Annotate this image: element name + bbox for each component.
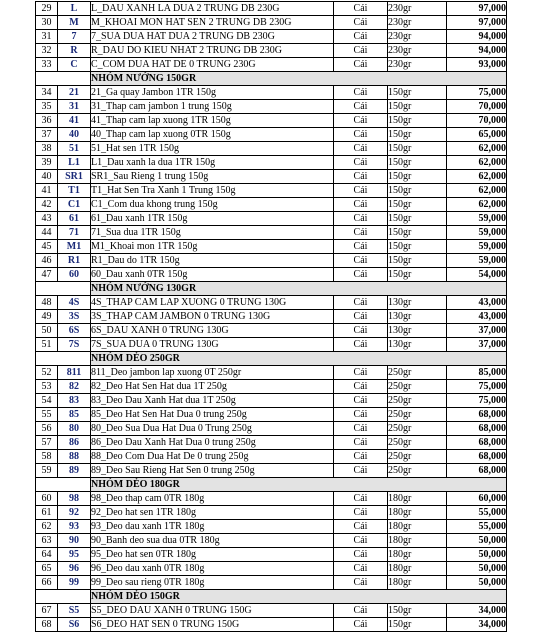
section-blank-cell: [36, 352, 91, 366]
price-cell: 50,000: [447, 548, 507, 562]
weight-cell: 150gr: [388, 226, 447, 240]
product-name-cell: 3S_THAP CAM JAMBON 0 TRUNG 130G: [91, 310, 334, 324]
row-number-cell: 68: [36, 618, 58, 632]
table-row: [36, 366, 507, 380]
price-cell: 34,000: [447, 618, 507, 632]
product-name-cell: 98_Deo thap cam 0TR 180g: [91, 492, 334, 506]
row-number-cell: 42: [36, 198, 58, 212]
unit-cell: Cái: [334, 408, 388, 422]
table-row: [36, 30, 507, 44]
product-name-cell: C1_Com dua khong trung 150g: [91, 198, 334, 212]
price-cell: 68,000: [447, 450, 507, 464]
product-name-cell: M_KHOAI MON HAT SEN 2 TRUNG DB 230G: [91, 16, 334, 30]
table-row: [36, 184, 507, 198]
table-row: [36, 142, 507, 156]
unit-cell: Cái: [334, 100, 388, 114]
weight-cell: 180gr: [388, 520, 447, 534]
product-name-cell: 88_Deo Com Dua Hat De 0 trung 250g: [91, 450, 334, 464]
section-blank-cell: [36, 478, 91, 492]
table-row: [36, 268, 507, 282]
section-blank-cell: [36, 282, 91, 296]
unit-cell: Cái: [334, 86, 388, 100]
product-code-cell: T1: [58, 184, 91, 198]
price-cell: 93,000: [447, 58, 507, 72]
weight-cell: 250gr: [388, 436, 447, 450]
table-row: [36, 618, 507, 632]
price-cell: 50,000: [447, 562, 507, 576]
product-name-cell: M1_Khoai mon 1TR 150g: [91, 240, 334, 254]
weight-cell: 230gr: [388, 16, 447, 30]
row-number-cell: 48: [36, 296, 58, 310]
product-name-cell: 82_Deo Hat Sen Hat dua 1T 250g: [91, 380, 334, 394]
weight-cell: 150gr: [388, 142, 447, 156]
unit-cell: Cái: [334, 366, 388, 380]
product-code-cell: 31: [58, 100, 91, 114]
row-number-cell: 53: [36, 380, 58, 394]
section-title: NHÓM DẺO 250GR: [91, 352, 507, 366]
weight-cell: 180gr: [388, 562, 447, 576]
weight-cell: 180gr: [388, 506, 447, 520]
row-number-cell: 36: [36, 114, 58, 128]
unit-cell: Cái: [334, 324, 388, 338]
product-code-cell: 86: [58, 436, 91, 450]
unit-cell: Cái: [334, 562, 388, 576]
table-row: [36, 576, 507, 590]
row-number-cell: 58: [36, 450, 58, 464]
unit-cell: Cái: [334, 464, 388, 478]
product-name-cell: 40_Thap cam lap xuong 0TR 150g: [91, 128, 334, 142]
product-code-cell: 41: [58, 114, 91, 128]
section-title: NHÓM NƯỚNG 130GR: [91, 282, 507, 296]
row-number-cell: 45: [36, 240, 58, 254]
product-code-cell: 82: [58, 380, 91, 394]
price-cell: 68,000: [447, 408, 507, 422]
price-cell: 94,000: [447, 30, 507, 44]
product-code-cell: 90: [58, 534, 91, 548]
product-code-cell: 61: [58, 212, 91, 226]
row-number-cell: 37: [36, 128, 58, 142]
product-code-cell: 93: [58, 520, 91, 534]
price-cell: 94,000: [447, 44, 507, 58]
section-header-row: [36, 282, 507, 296]
unit-cell: Cái: [334, 142, 388, 156]
row-number-cell: 43: [36, 212, 58, 226]
weight-cell: 150gr: [388, 86, 447, 100]
unit-cell: Cái: [334, 156, 388, 170]
unit-cell: Cái: [334, 492, 388, 506]
section-header-row: [36, 72, 507, 86]
section-title: NHÓM DẺO 180GR: [91, 478, 507, 492]
table-row: [36, 226, 507, 240]
product-code-cell: 88: [58, 450, 91, 464]
table-row: [36, 562, 507, 576]
product-code-cell: C1: [58, 198, 91, 212]
price-cell: 59,000: [447, 226, 507, 240]
weight-cell: 180gr: [388, 576, 447, 590]
price-cell: 37,000: [447, 324, 507, 338]
row-number-cell: 35: [36, 100, 58, 114]
row-number-cell: 66: [36, 576, 58, 590]
product-name-cell: 6S_DAU XANH 0 TRUNG 130G: [91, 324, 334, 338]
price-cell: 62,000: [447, 198, 507, 212]
price-cell: 55,000: [447, 520, 507, 534]
product-name-cell: L1_Dau xanh la dua 1TR 150g: [91, 156, 334, 170]
product-name-cell: 83_Deo Dau Xanh Hat dua 1T 250g: [91, 394, 334, 408]
product-code-cell: 99: [58, 576, 91, 590]
weight-cell: 180gr: [388, 548, 447, 562]
unit-cell: Cái: [334, 576, 388, 590]
weight-cell: 150gr: [388, 100, 447, 114]
unit-cell: Cái: [334, 240, 388, 254]
product-name-cell: 95_Deo hat sen 0TR 180g: [91, 548, 334, 562]
table-row: [36, 394, 507, 408]
product-name-cell: 99_Deo sau rieng 0TR 180g: [91, 576, 334, 590]
row-number-cell: 51: [36, 338, 58, 352]
table-row: [36, 310, 507, 324]
price-cell: 97,000: [447, 2, 507, 16]
table-row: [36, 156, 507, 170]
weight-cell: 250gr: [388, 366, 447, 380]
row-number-cell: 61: [36, 506, 58, 520]
table-row: [36, 254, 507, 268]
product-code-cell: 21: [58, 86, 91, 100]
weight-cell: 250gr: [388, 408, 447, 422]
unit-cell: Cái: [334, 212, 388, 226]
product-code-cell: 7: [58, 30, 91, 44]
weight-cell: 130gr: [388, 324, 447, 338]
row-number-cell: 41: [36, 184, 58, 198]
price-cell: 34,000: [447, 604, 507, 618]
product-code-cell: S6: [58, 618, 91, 632]
price-cell: 68,000: [447, 464, 507, 478]
product-name-cell: 811_Deo jambon lap xuong 0T 250gr: [91, 366, 334, 380]
weight-cell: 150gr: [388, 618, 447, 632]
weight-cell: 230gr: [388, 2, 447, 16]
product-name-cell: 61_Dau xanh 1TR 150g: [91, 212, 334, 226]
price-list-table: [35, 1, 507, 632]
price-cell: 54,000: [447, 268, 507, 282]
weight-cell: 130gr: [388, 296, 447, 310]
price-cell: 70,000: [447, 114, 507, 128]
row-number-cell: 62: [36, 520, 58, 534]
product-name-cell: 90_Banh deo sua dua 0TR 180g: [91, 534, 334, 548]
unit-cell: Cái: [334, 114, 388, 128]
unit-cell: Cái: [334, 254, 388, 268]
unit-cell: Cái: [334, 380, 388, 394]
product-code-cell: 71: [58, 226, 91, 240]
unit-cell: Cái: [334, 226, 388, 240]
weight-cell: 150gr: [388, 156, 447, 170]
weight-cell: 150gr: [388, 240, 447, 254]
weight-cell: 230gr: [388, 30, 447, 44]
weight-cell: 150gr: [388, 268, 447, 282]
table-row: [36, 240, 507, 254]
row-number-cell: 30: [36, 16, 58, 30]
row-number-cell: 67: [36, 604, 58, 618]
product-name-cell: 60_Dau xanh 0TR 150g: [91, 268, 334, 282]
section-blank-cell: [36, 72, 91, 86]
weight-cell: 250gr: [388, 380, 447, 394]
table-row: [36, 58, 507, 72]
unit-cell: Cái: [334, 128, 388, 142]
product-name-cell: 71_Sua dua 1TR 150g: [91, 226, 334, 240]
product-name-cell: SR1_Sau Rieng 1 trung 150g: [91, 170, 334, 184]
product-name-cell: S5_DEO DAU XANH 0 TRUNG 150G: [91, 604, 334, 618]
row-number-cell: 44: [36, 226, 58, 240]
price-cell: 75,000: [447, 380, 507, 394]
row-number-cell: 55: [36, 408, 58, 422]
table-row: [36, 44, 507, 58]
table-row: [36, 492, 507, 506]
unit-cell: Cái: [334, 450, 388, 464]
product-name-cell: 80_Deo Sua Dua Hat Dua 0 Trung 250g: [91, 422, 334, 436]
unit-cell: Cái: [334, 30, 388, 44]
table-row: [36, 296, 507, 310]
product-code-cell: 96: [58, 562, 91, 576]
weight-cell: 130gr: [388, 310, 447, 324]
product-code-cell: 811: [58, 366, 91, 380]
row-number-cell: 64: [36, 548, 58, 562]
table-row: [36, 198, 507, 212]
weight-cell: 150gr: [388, 128, 447, 142]
product-code-cell: 40: [58, 128, 91, 142]
product-name-cell: 7S_SUA DUA 0 TRUNG 130G: [91, 338, 334, 352]
unit-cell: Cái: [334, 506, 388, 520]
row-number-cell: 54: [36, 394, 58, 408]
unit-cell: Cái: [334, 198, 388, 212]
product-code-cell: 60: [58, 268, 91, 282]
unit-cell: Cái: [334, 2, 388, 16]
section-header-row: [36, 590, 507, 604]
product-code-cell: 85: [58, 408, 91, 422]
product-code-cell: L: [58, 2, 91, 16]
unit-cell: Cái: [334, 548, 388, 562]
table-row: [36, 534, 507, 548]
row-number-cell: 57: [36, 436, 58, 450]
weight-cell: 180gr: [388, 534, 447, 548]
weight-cell: 250gr: [388, 394, 447, 408]
product-code-cell: 6S: [58, 324, 91, 338]
price-cell: 59,000: [447, 254, 507, 268]
unit-cell: Cái: [334, 184, 388, 198]
product-name-cell: L_DAU XANH LA DUA 2 TRUNG DB 230G: [91, 2, 334, 16]
table-row: [36, 16, 507, 30]
product-code-cell: 7S: [58, 338, 91, 352]
table-row: [36, 128, 507, 142]
row-number-cell: 59: [36, 464, 58, 478]
unit-cell: Cái: [334, 268, 388, 282]
unit-cell: Cái: [334, 44, 388, 58]
row-number-cell: 52: [36, 366, 58, 380]
unit-cell: Cái: [334, 58, 388, 72]
price-cell: 70,000: [447, 100, 507, 114]
unit-cell: Cái: [334, 296, 388, 310]
product-name-cell: 93_Deo dau xanh 1TR 180g: [91, 520, 334, 534]
product-name-cell: 96_Deo dau xanh 0TR 180g: [91, 562, 334, 576]
weight-cell: 150gr: [388, 604, 447, 618]
row-number-cell: 38: [36, 142, 58, 156]
product-code-cell: 4S: [58, 296, 91, 310]
product-code-cell: 83: [58, 394, 91, 408]
table-row: [36, 86, 507, 100]
price-cell: 62,000: [447, 156, 507, 170]
table-row: [36, 338, 507, 352]
weight-cell: 250gr: [388, 464, 447, 478]
price-cell: 62,000: [447, 142, 507, 156]
weight-cell: 230gr: [388, 44, 447, 58]
row-number-cell: 39: [36, 156, 58, 170]
section-header-row: [36, 478, 507, 492]
product-name-cell: 21_Ga quay Jambon 1TR 150g: [91, 86, 334, 100]
price-cell: 62,000: [447, 184, 507, 198]
price-cell: 50,000: [447, 576, 507, 590]
price-cell: 59,000: [447, 212, 507, 226]
unit-cell: Cái: [334, 604, 388, 618]
price-cell: 85,000: [447, 366, 507, 380]
product-code-cell: L1: [58, 156, 91, 170]
product-code-cell: M: [58, 16, 91, 30]
product-code-cell: S5: [58, 604, 91, 618]
price-cell: 50,000: [447, 534, 507, 548]
unit-cell: Cái: [334, 170, 388, 184]
row-number-cell: 56: [36, 422, 58, 436]
row-number-cell: 49: [36, 310, 58, 324]
product-code-cell: 3S: [58, 310, 91, 324]
product-code-cell: 89: [58, 464, 91, 478]
table-row: [36, 380, 507, 394]
section-header-row: [36, 352, 507, 366]
weight-cell: 230gr: [388, 58, 447, 72]
row-number-cell: 60: [36, 492, 58, 506]
weight-cell: 250gr: [388, 450, 447, 464]
unit-cell: Cái: [334, 436, 388, 450]
price-cell: 43,000: [447, 296, 507, 310]
product-name-cell: 51_Hat sen 1TR 150g: [91, 142, 334, 156]
price-cell: 65,000: [447, 128, 507, 142]
product-code-cell: M1: [58, 240, 91, 254]
product-name-cell: 4S_THAP CAM LAP XUONG 0 TRUNG 130G: [91, 296, 334, 310]
product-code-cell: C: [58, 58, 91, 72]
row-number-cell: 63: [36, 534, 58, 548]
row-number-cell: 47: [36, 268, 58, 282]
price-cell: 75,000: [447, 394, 507, 408]
weight-cell: 150gr: [388, 198, 447, 212]
table-row: [36, 436, 507, 450]
price-cell: 60,000: [447, 492, 507, 506]
row-number-cell: 31: [36, 30, 58, 44]
table-row: [36, 506, 507, 520]
unit-cell: Cái: [334, 394, 388, 408]
price-cell: 68,000: [447, 422, 507, 436]
product-name-cell: C_COM DUA HAT DE 0 TRUNG 230G: [91, 58, 334, 72]
table-row: [36, 422, 507, 436]
product-code-cell: 51: [58, 142, 91, 156]
section-blank-cell: [36, 590, 91, 604]
price-cell: 43,000: [447, 310, 507, 324]
table-row: [36, 464, 507, 478]
table-row: [36, 2, 507, 16]
row-number-cell: 33: [36, 58, 58, 72]
weight-cell: 150gr: [388, 170, 447, 184]
table-row: [36, 450, 507, 464]
table-row: [36, 324, 507, 338]
product-code-cell: 92: [58, 506, 91, 520]
price-cell: 59,000: [447, 240, 507, 254]
price-cell: 68,000: [447, 436, 507, 450]
product-name-cell: R1_Dau do 1TR 150g: [91, 254, 334, 268]
unit-cell: Cái: [334, 618, 388, 632]
row-number-cell: 29: [36, 2, 58, 16]
unit-cell: Cái: [334, 16, 388, 30]
section-title: NHÓM DẺO 150GR: [91, 590, 507, 604]
product-name-cell: S6_DEO HAT SEN 0 TRUNG 150G: [91, 618, 334, 632]
product-name-cell: 85_Deo Hat Sen Hat Dua 0 trung 250g: [91, 408, 334, 422]
product-name-cell: 31_Thap cam jambon 1 trung 150g: [91, 100, 334, 114]
weight-cell: 250gr: [388, 422, 447, 436]
price-cell: 37,000: [447, 338, 507, 352]
price-cell: 75,000: [447, 86, 507, 100]
table-row: [36, 604, 507, 618]
table-row: [36, 170, 507, 184]
unit-cell: Cái: [334, 422, 388, 436]
row-number-cell: 50: [36, 324, 58, 338]
product-code-cell: 95: [58, 548, 91, 562]
weight-cell: 150gr: [388, 184, 447, 198]
price-cell: 55,000: [447, 506, 507, 520]
product-code-cell: R1: [58, 254, 91, 268]
weight-cell: 150gr: [388, 114, 447, 128]
unit-cell: Cái: [334, 520, 388, 534]
product-name-cell: 7_SUA DUA HAT DUA 2 TRUNG DB 230G: [91, 30, 334, 44]
table-row: [36, 212, 507, 226]
row-number-cell: 65: [36, 562, 58, 576]
table-row: [36, 548, 507, 562]
product-name-cell: 86_Deo Dau Xanh Hat Dua 0 trung 250g: [91, 436, 334, 450]
product-code-cell: SR1: [58, 170, 91, 184]
row-number-cell: 46: [36, 254, 58, 268]
product-code-cell: 98: [58, 492, 91, 506]
section-title: NHÓM NƯỚNG 150GR: [91, 72, 507, 86]
weight-cell: 150gr: [388, 212, 447, 226]
product-name-cell: 92_Deo hat sen 1TR 180g: [91, 506, 334, 520]
product-name-cell: R_DAU DO KIEU NHAT 2 TRUNG DB 230G: [91, 44, 334, 58]
table-row: [36, 520, 507, 534]
unit-cell: Cái: [334, 338, 388, 352]
unit-cell: Cái: [334, 310, 388, 324]
product-name-cell: T1_Hat Sen Tra Xanh 1 Trung 150g: [91, 184, 334, 198]
price-cell: 62,000: [447, 170, 507, 184]
price-cell: 97,000: [447, 16, 507, 30]
row-number-cell: 32: [36, 44, 58, 58]
product-code-cell: R: [58, 44, 91, 58]
weight-cell: 130gr: [388, 338, 447, 352]
weight-cell: 150gr: [388, 254, 447, 268]
weight-cell: 180gr: [388, 492, 447, 506]
table-row: [36, 100, 507, 114]
table-row: [36, 114, 507, 128]
product-code-cell: 80: [58, 422, 91, 436]
table-row: [36, 408, 507, 422]
row-number-cell: 34: [36, 86, 58, 100]
product-name-cell: 41_Thap cam lap xuong 1TR 150g: [91, 114, 334, 128]
row-number-cell: 40: [36, 170, 58, 184]
product-name-cell: 89_Deo Sau Rieng Hat Sen 0 trung 250g: [91, 464, 334, 478]
unit-cell: Cái: [334, 534, 388, 548]
